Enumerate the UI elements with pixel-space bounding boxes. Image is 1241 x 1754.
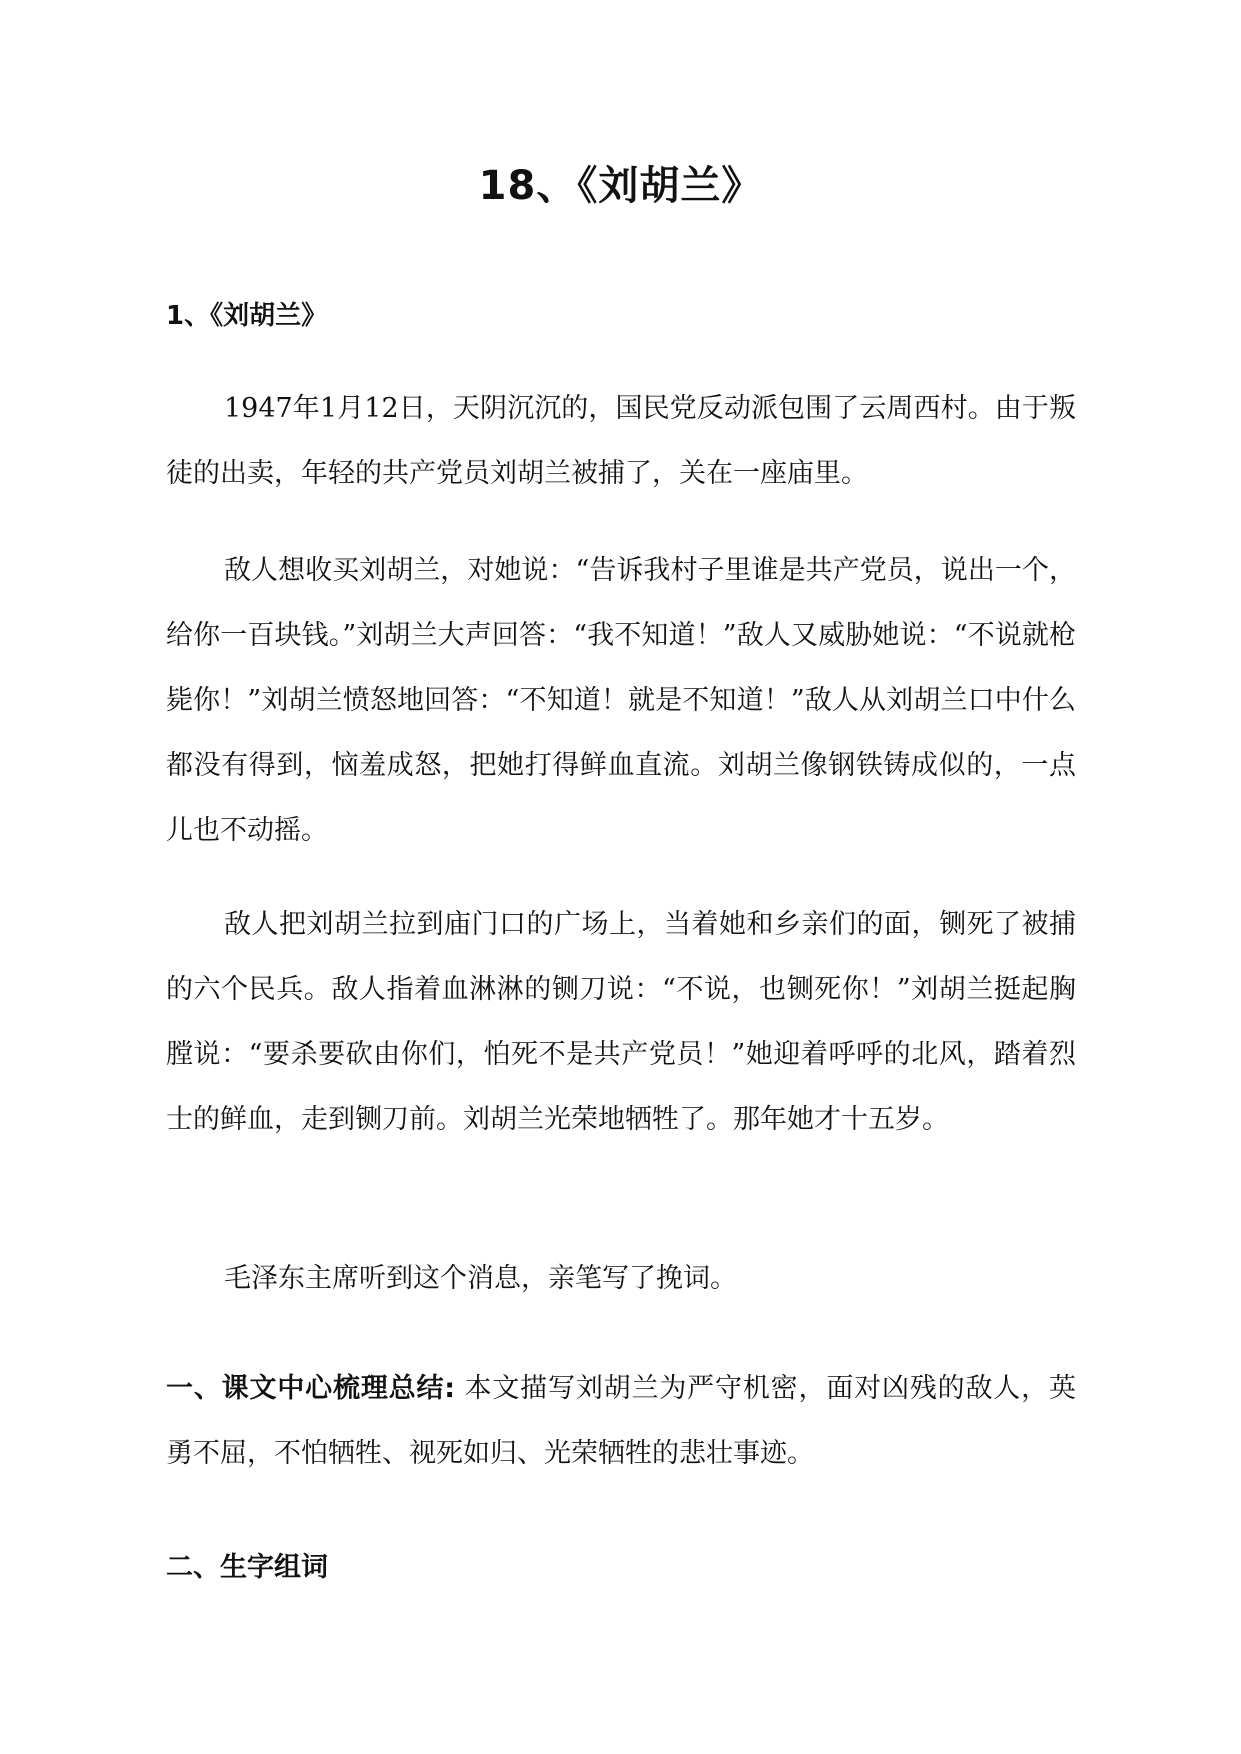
story-paragraph-4: 毛泽东主席听到这个消息，亲笔写了挽词。 (224, 1263, 737, 1294)
summary-label: 一、课文中心梳理总结: (166, 1373, 456, 1404)
section-heading: 1、《刘胡兰》 (166, 301, 328, 331)
story-paragraph-2: 敌人想收买刘胡兰，对她说：“告诉我村子里谁是共产党员，说出一个，给你一百块钱。”刘胡兰大声回答：“我不知道！”敌人又威胁她说：“不说就枪毙你！”刘胡兰愤怒地回答：“不知道！就是不知道！”敌人从刘胡兰口中什么都没有得到，恼羞成怒，把她打得鲜血直流。刘胡兰像钢铁铸成似的，一点儿也不动摇。 (166, 555, 1076, 846)
story-paragraph-1: 1947年1月12日，天阴沉沉的，国民党反动派包围了云周西村。由于叛徒的出卖，年轻的共产党员刘胡兰被捕了，关在一座庙里。 (166, 393, 1076, 489)
story-paragraph-3: 敌人把刘胡兰拉到庙门口的广场上，当着她和乡亲们的面，铡死了被捕的六个民兵。敌人指着血淋淋的铡刀说：“不说，也铡死你！”刘胡兰挺起胸膛说：“要杀要砍由你们，怕死不是共产党员！”她迎着呼呼的北风，踏着烈士的鲜血，走到铡刀前。刘胡兰光荣地牺牲了。那年她才十五岁。 (166, 909, 1076, 1135)
vocabulary-heading: 二、生字组词 (166, 1552, 328, 1583)
summary-paragraph (166, 1356, 1076, 1486)
summary-text: 本文描写刘胡兰为严守机密，面对凶残的敌人，英勇不屈，不怕牺牲、视死如归、光荣牺牲的悲壮事迹。 (166, 1373, 1076, 1469)
document-title: 18、《刘胡兰》 (478, 163, 763, 209)
